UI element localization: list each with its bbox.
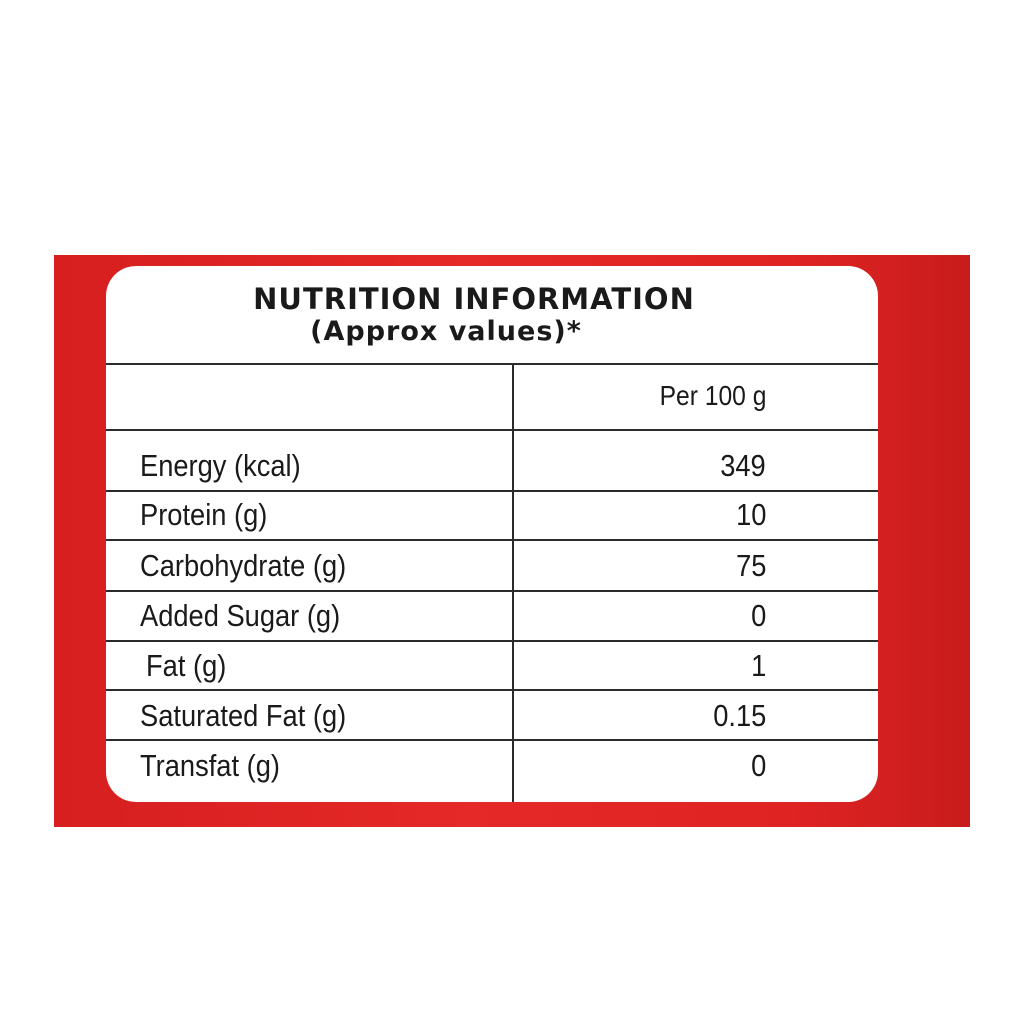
nutrition-panel <box>106 266 878 802</box>
title-block <box>106 282 878 348</box>
row-divider <box>106 490 878 492</box>
row-value-added-sugar: 0 <box>750 598 766 633</box>
row-value-protein: 10 <box>735 497 766 532</box>
row-value-energy: 349 <box>720 448 766 483</box>
row-divider <box>106 539 878 541</box>
row-label-protein: Protein (g) <box>140 497 268 532</box>
row-label-added-sugar: Added Sugar (g) <box>140 598 341 633</box>
row-divider <box>106 689 878 691</box>
panel-title: NUTRITION INFORMATION <box>253 282 695 316</box>
row-divider <box>106 739 878 741</box>
row-value-saturated-fat: 0.15 <box>712 698 766 733</box>
column-divider <box>512 364 514 802</box>
row-label-carbohydrate: Carbohydrate (g) <box>140 548 347 583</box>
row-label-transfat: Transfat (g) <box>140 748 280 783</box>
panel-subtitle: (Approx values)* <box>310 316 582 347</box>
row-divider <box>106 640 878 642</box>
row-value-carbohydrate: 75 <box>735 548 766 583</box>
divider-header-bottom <box>106 429 878 431</box>
row-value-transfat: 0 <box>750 748 766 783</box>
row-label-saturated-fat: Saturated Fat (g) <box>140 698 347 733</box>
column-header-per-100g: Per 100 g <box>659 380 766 411</box>
row-label-energy: Energy (kcal) <box>140 448 301 483</box>
row-divider <box>106 590 878 592</box>
row-value-fat: 1 <box>750 648 766 683</box>
divider-header-top <box>106 363 878 365</box>
row-label-fat: Fat (g) <box>146 648 227 683</box>
